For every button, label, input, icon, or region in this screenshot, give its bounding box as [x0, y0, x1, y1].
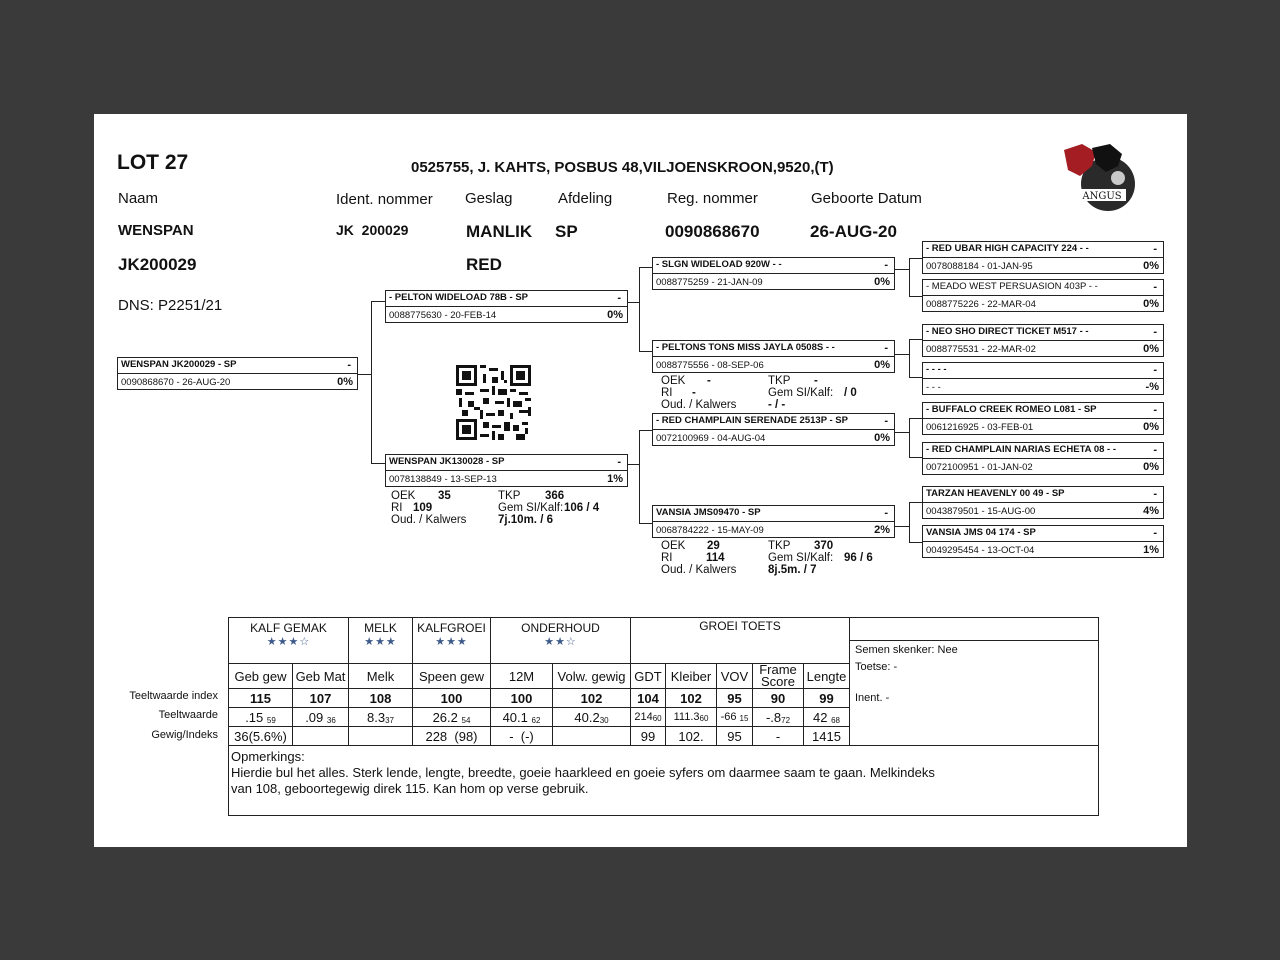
pedigree-reg: 0090868670 - 26-AUG-20	[121, 377, 231, 388]
pedigree-dam: WENSPAN JK130028 - SP - 0078138849 - 13-SEP-13 1%	[385, 454, 628, 487]
qr-code	[455, 365, 532, 440]
afdeling-label: Afdeling	[558, 190, 613, 207]
lot-number: LOT 27	[117, 151, 189, 174]
gewig-cell: 99	[631, 727, 666, 746]
row-label: Teeltwaarde	[158, 709, 218, 721]
col-header: Speen gew	[413, 664, 491, 689]
gewig-cell: 36(5.6%)	[229, 727, 293, 746]
pedigree-pct: 0%	[337, 376, 353, 388]
pedigree-name: - - - -	[926, 364, 947, 375]
ident-code: JK200029	[118, 255, 197, 274]
pedigree-pct: 0%	[1143, 298, 1159, 310]
col-header: Kleiber	[666, 664, 717, 689]
pedigree-pct: 0%	[1143, 461, 1159, 473]
pedigree-reg: 0088775226 - 22-MAR-04	[926, 299, 1036, 310]
pedigree-dss: - BUFFALO CREEK ROMEO L081 - SP - 0061216925 - 03-FEB-01 0%	[922, 402, 1164, 435]
pedigree-pct: 1%	[607, 473, 623, 485]
tw-cell: .09 $_{36}$	[293, 708, 349, 727]
pedigree-name: - BUFFALO CREEK ROMEO L081 - SP	[926, 404, 1097, 415]
col-header: Volw. gewig	[553, 664, 631, 689]
toetse: Toetse: -	[855, 661, 898, 673]
gewig-cell: 102.	[666, 727, 717, 746]
afdeling-value: SP	[555, 222, 578, 241]
pedigree-reg: 0088775630 - 20-FEB-14	[389, 310, 497, 321]
tw-cell: -66 $_{15}$	[717, 708, 753, 727]
pedigree-pct: 0%	[1143, 260, 1159, 272]
pedigree-reg: - - -	[926, 382, 941, 393]
remarks-label: Opmerkings:	[231, 749, 305, 764]
pedigree-reg: 0088775259 - 21-JAN-09	[656, 277, 763, 288]
tw-cell: .15 $_{59}$	[229, 708, 293, 727]
pedigree-pct: 4%	[1143, 505, 1159, 517]
ident-number: JK 200029	[336, 222, 409, 238]
tw-cell: 42 $_{68}$	[804, 708, 850, 727]
pedigree-dsd: - RED CHAMPLAIN NARIAS ECHETA 08 - - - 0072100951 - 01-JAN-02 0%	[922, 442, 1164, 475]
gewig-cell: - (-)	[491, 727, 553, 746]
pedigree-name: - PELTON WIDELOAD 78B - SP	[389, 292, 528, 303]
pedigree-dds: TARZAN HEAVENLY 00 49 - SP - 0043879501 - 15-AUG-00 4%	[922, 486, 1164, 519]
pedigree-reg: 0068784222 - 15-MAY-09	[656, 525, 764, 536]
pedigree-reg: 0072100969 - 04-AUG-04	[656, 433, 766, 444]
pedigree-pct: 1%	[1143, 544, 1159, 556]
pedigree-pct: 0%	[874, 276, 890, 288]
index-cell: 100	[491, 689, 553, 708]
pedigree-reg: 0088775556 - 08-SEP-06	[656, 360, 764, 371]
col-header: Lengte	[804, 664, 850, 689]
geslag-value: MANLIK	[466, 222, 533, 241]
index-cell: 115	[229, 689, 293, 708]
pedigree-pct: -%	[1145, 381, 1159, 393]
index-cell: 107	[293, 689, 349, 708]
index-cell: 99	[804, 689, 850, 708]
pedigree-name: - NEO SHO DIRECT TICKET M517 - -	[926, 326, 1089, 337]
star-rating: ★★★	[364, 636, 397, 648]
gewig-cell: -	[753, 727, 804, 746]
row-label: Teeltwaarde index	[129, 690, 218, 702]
semen-donor: Semen skenker: Nee	[855, 644, 958, 656]
catalogue-sheet: LOT 27 0525755, J. KAHTS, POSBUS 48,VILJOENSKROON,9520,(T) ANGUS Naam Ident. nommer Geslag Afdeling Reg. nommer Geboorte Datum WENSPAN JK 200029 MANLIK SP 0090868670 26-AUG-20 JK200029 RED DNS: P2251/21 WENSPAN JK200029 - SP - 0090868670 - 26-AUG-20 0% - PELTON WIDELOAD 78B - SP - 0088775630 - 20-FEB-14 0% WENSPAN JK130028 - SP - 0078138849 - 13-SEP-13 1% - SLGN WIDELOAD 920W - - - 0088775259 - 21-JAN-09 0% - PELTONS TONS MISS JAYLA 0508S - - - 0088775556 - 08-SEP-06 0% - RED CHAMPLAIN SERENADE 2513P - SP - 0072100969 - 04-AUG-04 0% VANSIA JMS09470 - SP - 0068784222 - 15-MAY-09 2% - RED UBAR HIGH CAPACITY 224 - - - 0078088184 - 01-JAN-95 0% - MEADO WEST PERSUASION 403P - - - 0088775226 - 22-MAR-04 0% - NEO SHO DIRECT TICKET M517 - - - 0088775531 - 22-MAR-02 0% - - - - - - - - -% - BUFFALO CREEK ROMEO L081 - SP - 0061216925 - 03-FEB-01 0% - RED CHAMPLAIN NARIAS ECHETA 08 - - - 0072100951 - 01-JAN-02 0% TARZAN HEAVENLY 00 49 - SP - 0043879501 - 15-AUG-00 4% VANSIA JMS 04 174 - SP - 0049295454 - 13-OCT-04 1% OEK 35 TKP 366 RI 109 Gem SI/Kalf: 106 / 4 Oud. / Kalwers 7j.10m. / 6 OEK - TKP - RI - Gem SI/Kalf: / 0 Oud. / Kalwers - / - OEK 29 TKP 370 RI 114 Gem SI/Kalf: 96 / 6 Oud. / Kalwers 8j.5m. / 7 Teeltwaarde index Teeltwaarde Gewig/Indeks KALF GEMAK ★★★☆ MELK ★★★ KALFGROEI ★★★ ONDERHOUD ★★☆ GROEI TOETS Semen skenker: Nee Toetse: - Inent. - Geb gew Geb Mat Melk Speen gew 12M Volw. gewig GDT Kleiber VOV Frame Score Lengte 115 107 108 100 100 102 104 102 95 90 99 .15 $_{59}$ .09 $_{36}$ $8.3_{37}$ 26.2 $_{54}$ 40.1 $_{62}$ $40.2_{30}$ $214_{60}$ $111.3_{60}$ -66 $_{15}$ $-.8_{72}$ 42 $_{68}$ 36(5.6%) 228 (98) - (-) 99 102. 95 - 1415 Opmerkings: Hierdie bul het alles. Sterk lende, lengte, breedte, goeie haarkleed en goeie syfers om daarmee saam te gaan. Melkindeks van 108, geboortegewig direk 115. Kan hom op verse gebruik.	[94, 114, 1187, 847]
pedigree-reg: 0088775531 - 22-MAR-02	[926, 344, 1036, 355]
pedigree-reg: 0043879501 - 15-AUG-00	[926, 506, 1036, 517]
geslag-label: Geslag	[465, 190, 513, 207]
tw-cell: $214_{60}$	[631, 708, 666, 727]
tw-cell: $111.3_{60}$	[666, 708, 717, 727]
pedigree-reg: 0061216925 - 03-FEB-01	[926, 422, 1034, 433]
index-cell: 90	[753, 689, 804, 708]
logo-text: ANGUS	[1082, 191, 1122, 202]
pedigree-pct: 0%	[1143, 421, 1159, 433]
tw-cell: $8.3_{37}$	[349, 708, 413, 727]
pedigree-ssd: - MEADO WEST PERSUASION 403P - - - 0088775226 - 22-MAR-04 0%	[922, 279, 1164, 312]
group-kalf-gemak: KALF GEMAK ★★★☆	[229, 618, 349, 664]
pedigree-name: TARZAN HEAVENLY 00 49 - SP	[926, 488, 1065, 499]
traits-table	[228, 617, 1099, 816]
pedigree-ss: - SLGN WIDELOAD 920W - - - 0088775259 - 21-JAN-09 0%	[652, 257, 895, 290]
pedigree-sds: - NEO SHO DIRECT TICKET M517 - - - 0088775531 - 22-MAR-02 0%	[922, 324, 1164, 357]
index-cell: 102	[666, 689, 717, 708]
group-groei-toets: GROEI TOETS	[631, 618, 850, 664]
col-header: Melk	[349, 664, 413, 689]
pedigree-reg: 0049295454 - 13-OCT-04	[926, 545, 1035, 556]
star-rating: ★★☆	[544, 636, 577, 648]
gewig-cell	[553, 727, 631, 746]
pedigree-ds: - RED CHAMPLAIN SERENADE 2513P - SP - 0072100969 - 04-AUG-04 0%	[652, 413, 895, 446]
pedigree-name: - RED CHAMPLAIN NARIAS ECHETA 08 - -	[926, 444, 1117, 455]
index-cell: 102	[553, 689, 631, 708]
pedigree-name: WENSPAN JK200029 - SP	[121, 359, 237, 370]
star-rating: ★★★	[435, 636, 468, 648]
col-header: 12M	[491, 664, 553, 689]
inent: Inent. -	[855, 692, 890, 704]
remarks	[229, 746, 1099, 816]
gewig-cell	[293, 727, 349, 746]
pedigree-sdd: - - - - - - - - -%	[922, 362, 1164, 395]
remarks-line: Hierdie bul het alles. Sterk lende, lengte, breedte, goeie haarkleed en goeie syfers om daarmee saam te gaan. Melkindeks	[231, 765, 935, 780]
index-cell: 104	[631, 689, 666, 708]
pedigree-dd: VANSIA JMS09470 - SP - 0068784222 - 15-MAY-09 2%	[652, 505, 895, 538]
pedigree-sd: - PELTONS TONS MISS JAYLA 0508S - - - 0088775556 - 08-SEP-06 0%	[652, 340, 895, 373]
pedigree-pct: 0%	[874, 359, 890, 371]
tw-cell: 26.2 $_{54}$	[413, 708, 491, 727]
pedigree-reg: 0078088184 - 01-JAN-95	[926, 261, 1033, 272]
pedigree-pct: 0%	[607, 309, 623, 321]
geboorte-label: Geboorte Datum	[811, 190, 922, 207]
pedigree-pct: 2%	[874, 524, 890, 536]
gewig-cell: 228 (98)	[413, 727, 491, 746]
col-header: GDT	[631, 664, 666, 689]
star-rating: ★★★☆	[266, 636, 311, 648]
pedigree-sire: - PELTON WIDELOAD 78B - SP - 0088775630 - 20-FEB-14 0%	[385, 290, 628, 323]
geboorte-value: 26-AUG-20	[810, 222, 897, 241]
tw-cell: $40.2_{30}$	[553, 708, 631, 727]
col-header: Geb gew	[229, 664, 293, 689]
side-notes	[850, 618, 1099, 746]
pedigree-name: - PELTONS TONS MISS JAYLA 0508S - -	[656, 342, 835, 353]
col-header: Geb Mat	[293, 664, 349, 689]
gewig-cell: 95	[717, 727, 753, 746]
group-onderhoud: ONDERHOUD ★★☆	[491, 618, 631, 664]
pedigree-name: - RED UBAR HIGH CAPACITY 224 - -	[926, 243, 1089, 254]
pedigree-reg: 0072100951 - 01-JAN-02	[926, 462, 1033, 473]
naam-label: Naam	[118, 190, 159, 207]
index-cell: 100	[413, 689, 491, 708]
breeder-info: 0525755, J. KAHTS, POSBUS 48,VILJOENSKROON,9520,(T)	[411, 159, 834, 176]
angus-logo	[1062, 142, 1138, 214]
col-header: VOV	[717, 664, 753, 689]
group-melk: MELK ★★★	[349, 618, 413, 664]
pedigree-name: VANSIA JMS09470 - SP	[656, 507, 761, 518]
gewig-cell: 1415	[804, 727, 850, 746]
group-kalfgroei: KALFGROEI ★★★	[413, 618, 491, 664]
pedigree-name: - MEADO WEST PERSUASION 403P - -	[926, 281, 1098, 292]
row-label: Gewig/Indeks	[151, 729, 218, 741]
pedigree-pct: 0%	[874, 432, 890, 444]
pedigree-name: VANSIA JMS 04 174 - SP	[926, 527, 1036, 538]
remarks-line: van 108, geboortegewig direk 115. Kan hom op verse gebruik.	[231, 781, 589, 796]
pedigree-name: - RED CHAMPLAIN SERENADE 2513P - SP	[656, 415, 848, 426]
reg-label: Reg. nommer	[667, 190, 758, 207]
pedigree-name: WENSPAN JK130028 - SP	[389, 456, 505, 467]
colour-value: RED	[466, 255, 502, 274]
col-header: Frame Score	[753, 664, 804, 689]
pedigree-reg: 0078138849 - 13-SEP-13	[389, 474, 497, 485]
tw-cell: 40.1 $_{62}$	[491, 708, 553, 727]
index-cell: 108	[349, 689, 413, 708]
gewig-cell	[349, 727, 413, 746]
ident-label: Ident. nommer	[336, 191, 433, 208]
dns-number: DNS: P2251/21	[118, 297, 223, 314]
pedigree-pct: 0%	[1143, 343, 1159, 355]
pedigree-sss: - RED UBAR HIGH CAPACITY 224 - - - 0078088184 - 01-JAN-95 0%	[922, 241, 1164, 274]
pedigree-subject: WENSPAN JK200029 - SP - 0090868670 - 26-AUG-20 0%	[117, 357, 358, 390]
tw-cell: $-.8_{72}$	[753, 708, 804, 727]
animal-name: WENSPAN	[118, 222, 194, 239]
pedigree-name: - SLGN WIDELOAD 920W - -	[656, 259, 782, 270]
index-cell: 95	[717, 689, 753, 708]
pedigree-ddd: VANSIA JMS 04 174 - SP - 0049295454 - 13-OCT-04 1%	[922, 525, 1164, 558]
reg-value: 0090868670	[665, 222, 760, 241]
